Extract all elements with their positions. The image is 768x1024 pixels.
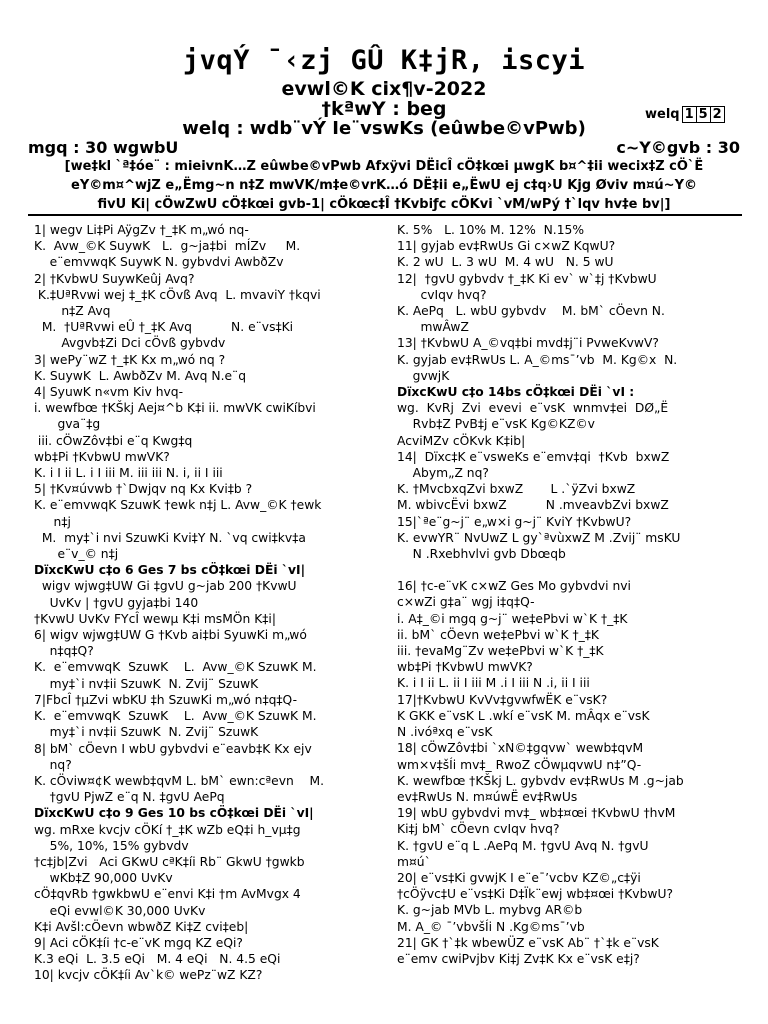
right-question-column [397,222,731,967]
question-line: †KvwU UvKv FYcÎ wewµ K‡i msMÖn K‡i| [34,611,276,626]
question-line: K. †gvU e¨q L .AePq M. †gvU Avq N. †gvU [397,838,649,853]
question-line: 5%, 10%, 15% gybvdv [34,838,189,853]
subject-code-label: welq [645,107,680,122]
question-line: K. e¨emvwqK SzuwK L. Avw_©K SzuwK M. [34,660,317,675]
instruction-line: [we‡kl `ª‡óe¨ : mieivnK…Z eûwbe©vPwb Afxÿvi DËicÎ cÖ‡kœi µwgK b¤^‡ii wecix‡Z cÖ`Ë [64,159,704,174]
instructions [20,157,748,214]
question-line: 1| wegv Li‡Pi AÿgZv †_‡K m„wó nq- [34,223,249,237]
question-line: M. A_© ¯’vbvšÍi N .Kg©ms¯’vb [397,919,585,934]
question-line: 13| †KvbwU A_©vq‡bi mvd‡j¨i PvweKvwV? [397,336,659,351]
subject-code-digit: 5 [696,106,711,123]
question-line: K. wewfbœ †KŠkj L. gybvdv ev‡RwUs M .g~jab [397,773,684,788]
question-line: K. evwYR¨ NvUwZ L gy`ªvùxwZ M .Zvij¨ msKU [397,530,681,545]
question-line: †gvU PjwZ e¨q N. ‡gvU AePq [34,790,225,805]
question-line: N .ivóªxq e¨vsK [397,725,493,740]
time-label: mgq : 30 wgwbU [28,138,179,157]
question-line: n‡q‡Q? [34,644,94,659]
question-line: K. 2 wU L. 3 wU M. 4 wU N. 5 wU [397,255,614,270]
question-line: Ki‡j bM` cÖevn cvIqv hvq? [397,822,560,837]
question-line: K. e¨emvwqK SzuwK †ewk n‡j L. Avw_©K †ewk [34,498,322,513]
question-line: Avgvb‡Zi Dci cÖvß gybvdv [34,336,226,351]
question-line: wb‡Pi †KvbwU mwVK? [34,449,170,464]
question-line: 18| cÖwZôv‡bi `xN©‡gqvw` wewb‡qvM [397,741,644,756]
question-line: eQi evwl©K 30,000 UvKv [34,903,206,918]
question-line: K.3 eQi L. 3.5 eQi M. 4 eQi N. 4.5 eQi [34,952,281,967]
question-line: n‡j [34,514,71,529]
question-line: wg. mRxe kvcjv cÖKí †_‡K wZb eQ‡i h_vµ‡g [34,822,301,837]
question-line: 20| e¨vs‡Ki gvwjK I e¨e¯’vcbv KZ©„c‡ÿi [397,870,641,885]
question-line: 4| SyuwK n«vm Kiv hvq- [34,385,184,400]
question-line: wm×v‡šÍi mv‡_ RwoZ cÖwµqvwU n‡”Q- [397,757,642,772]
question-line: K. SuywK L. AwbðZv M. Avq N.e¨q [34,368,247,383]
question-line: 10| kvcjv cÖK‡íi Av`k© wePz¨wZ KZ? [34,968,263,983]
question-line: gva¨‡g [34,417,101,432]
question-line: 11| gyjab ev‡RwUs Gi c×wZ KqwU? [397,239,616,254]
question-line: 14| Dïxc‡K e¨vsweKs e¨emv‡qi †Kvb bxwZ [397,449,670,464]
question-line: M. †UªRvwi eÛ †_‡K Avq N. e¨vs‡Ki [34,320,294,335]
question-line: K.‡UªRvwi wej ‡_‡K cÖvß Avq L. mvaviY †kqvi [34,287,321,302]
class-label: †kªwY : beg [321,98,447,120]
question-line: Abym„Z nq? [397,466,489,481]
section-heading: DïxcKwU c‡o 14bs cÖ‡kœi DËi `vI : [397,385,635,400]
question-line: cvIqv hvq? [397,287,487,302]
question-line: ev‡RwUs N. m¤úwË ev‡RwUs [397,789,578,804]
question-line: †cÖÿvc‡U e¨vs‡Ki D‡Ïk¨ewj wb‡¤œi †KvbwU? [397,887,673,902]
question-line: 16| †c-e¨vK c×wZ Ges Mo gybvdvi nvi [397,579,631,594]
question-line: K. g~jab MVb L. mybvg AR©b [397,903,583,918]
question-line: K. Avw_©K SuywK L. g~ja‡bi mÍZv M. [34,239,301,254]
exam-title: evwl©K cix¶v-2022 [281,78,487,100]
left-question-column [34,222,372,984]
question-line: 19| wbU gybvdvi mv‡_ wb‡¤œi †KvbwU †hvM [397,806,676,821]
question-line: 17|†KvbwU KvVv‡gvwfwËK e¨vsK? [397,692,608,707]
question-line: iii. cÖwZôv‡bi e¨q Kwg‡q [34,433,193,448]
question-line: cÖ‡qvRb †gwkbwU e¨envi K‡i †m AvMvgx 4 [34,887,301,902]
question-line: 6| wigv wjwg‡UW G †Kvb ai‡bi SyuwKi m„wó [34,628,307,643]
question-line: AcviMZv cÖKvk K‡ib| [397,433,526,448]
question-line: i. A‡_©i mgq g~j¨ we‡ePbvi w`K †_‡K [397,611,628,626]
instruction-line: eY©m¤^wjZ e„Ëmg~n n‡Z mwVK/m‡e©vrK…ó DË‡ii e„ËwU ej c‡q›U Kjg Øviv m¤ú~Y© [71,178,697,193]
question-line: wb‡Pi †KvbwU mwVK? [397,660,533,675]
question-line: K. cÖviw¤¢K wewb‡qvM L. bM` ewn:cªevn M. [34,773,324,788]
question-line: N .Rxebhvlvi gvb Dbœqb [397,547,566,562]
question-line: e¨v_© n‡j [34,547,119,562]
question-line: iii. †evaMg¨Zv we‡ePbvi w`K †_‡K [397,644,604,659]
question-line: 7|FbcÎ †µZvi wbKU ‡h SzuwKi m„wó n‡q‡Q- [34,692,298,707]
question-line: my‡`i nv‡ii SzuwK N. Zvij¨ SzuwK [34,676,259,691]
question-line: K. e¨emvwqK SzuwK L. Avw_©K SzuwK M. [34,709,317,724]
question-line: K. gyjab ev‡RwUs L. A_©ms¯’vb M. Kg©x N. [397,352,678,367]
question-line: n‡Z Avq [34,304,111,319]
question-line: K. AePq L. wbU gybvdv M. bM` cÖevn N. [397,304,665,319]
question-line: 15|`ªe¨g~j¨ e„w×i g~j¨ KviY †KvbwU? [397,514,632,529]
question-line: e¨emvwqK SuywK N. gybvdvi AwbðZv [34,255,284,270]
question-line: K. 5% L. 10% M. 12% N.15% [397,223,585,237]
question-line: ii. bM` cÖevn we‡ePbvi w`K †_‡K [397,627,599,642]
question-line: UvKv | †gvU gyja‡bi 140 [34,595,199,610]
subject-code-digit: 1 [682,106,697,123]
question-line: K. i I ii L. i I iii M. iii iii N. i, ii I iii [34,466,223,481]
question-line: 5| †Kv¤úvwb †`Dwjqv nq Kx Kvi‡b ? [34,482,253,497]
question-line: my‡`i nv‡ii SzuwK N. Zvij¨ SzuwK [34,725,259,740]
question-line: e¨emv cwiPvjbv Ki‡j Zv‡K Kx e¨vsK e‡j? [397,951,640,966]
question-line: m¤ú` [397,854,431,869]
question-line: Rvb‡Z PvB‡j e¨vsK Kg©KZ©v [397,417,595,432]
question-line: 12| †gvU gybvdv †_‡K Ki ev` w`‡j †KvbwU [397,271,657,286]
marks-label: c~Y©gvb : 30 [616,138,740,157]
question-line: 2| †KvbwU SuywKeûj Avq? [34,271,195,286]
question-line: mwÂwZ [397,320,469,335]
question-line [397,562,731,578]
question-line: wg. KvRj Zvi evevi e¨vsK wnmv‡ei DØ„Ë [397,401,669,416]
institution-title: jvqÝ ¯‹zj GÛ K‡jR, iscyi [182,45,586,76]
section-heading: DïxcKwU c‡o 6 Ges 7 bs cÖ‡kœi DËi `vI| [34,563,306,578]
question-line: 8| bM` cÖevn I wbU gybvdvi e¨eavb‡K Kx ejv [34,741,312,756]
question-line: nq? [34,757,72,772]
question-line: M. my‡`i nvi SzuwKi Kvi‡Y N. `vq cwi‡kv‡a [34,530,306,545]
question-line: K. †MvcbxqZvi bxwZ L .`ÿZvi bxwZ [397,482,636,497]
question-line: 3| wePy¨wZ †_‡K Kx m„wó nq ? [34,352,226,367]
question-line: †c‡jb|Zvi Aci GKwU cªK‡íi Rb¨ GkwU †gwkb [34,854,305,869]
question-line: gvwjK [397,368,450,383]
header-divider [28,214,742,216]
question-line: 9| Aci cÖK‡íi †c-e¨vK mgq KZ eQi? [34,935,243,950]
question-line: 21| GK †`‡k wbewÜZ e¨vsK Ab¨ †`‡k e¨vsK [397,935,659,950]
question-line: K. i I ii L. ii I iii M .i I iii N .i, ii I iii [397,676,590,691]
question-line: wKb‡Z 90,000 UvKv [34,871,173,886]
question-line: K‡i Avšl:cÖevn wbwðZ Ki‡Z cvi‡eb| [34,919,249,934]
question-line: i. wewfbœ †KŠkj Aej¤^b K‡i ii. mwVK cwiKíbvi [34,401,316,416]
question-line: c×wZi g‡a¨ wgj i‡q‡Q- [397,595,535,610]
question-line: K GKK e¨vsK L .wkí e¨vsK M. mÂqx e¨vsK [397,708,650,723]
question-line: wigv wjwg‡UW Gi ‡gvU g~jab 200 †KvwU [34,579,297,594]
subject-title: welq : wdb¨vÝ Ie¨vswKs (eûwbe©vPwb) [182,118,586,139]
section-heading: DïxcKwU c‡o 9 Ges 10 bs cÖ‡kœi DËi `vI| [34,806,314,821]
subject-code-digit: 2 [710,106,725,123]
question-line: M. wbivcËvi bxwZ N .mveavbZvi bxwZ [397,498,669,513]
instruction-line: fivU Ki| cÖwZwU cÖ‡kœi gvb-1| cÖkœc‡Î †Kvbiƒc cÖKvi `vM/wPý †`lqv hv‡e bv|] [97,197,671,212]
